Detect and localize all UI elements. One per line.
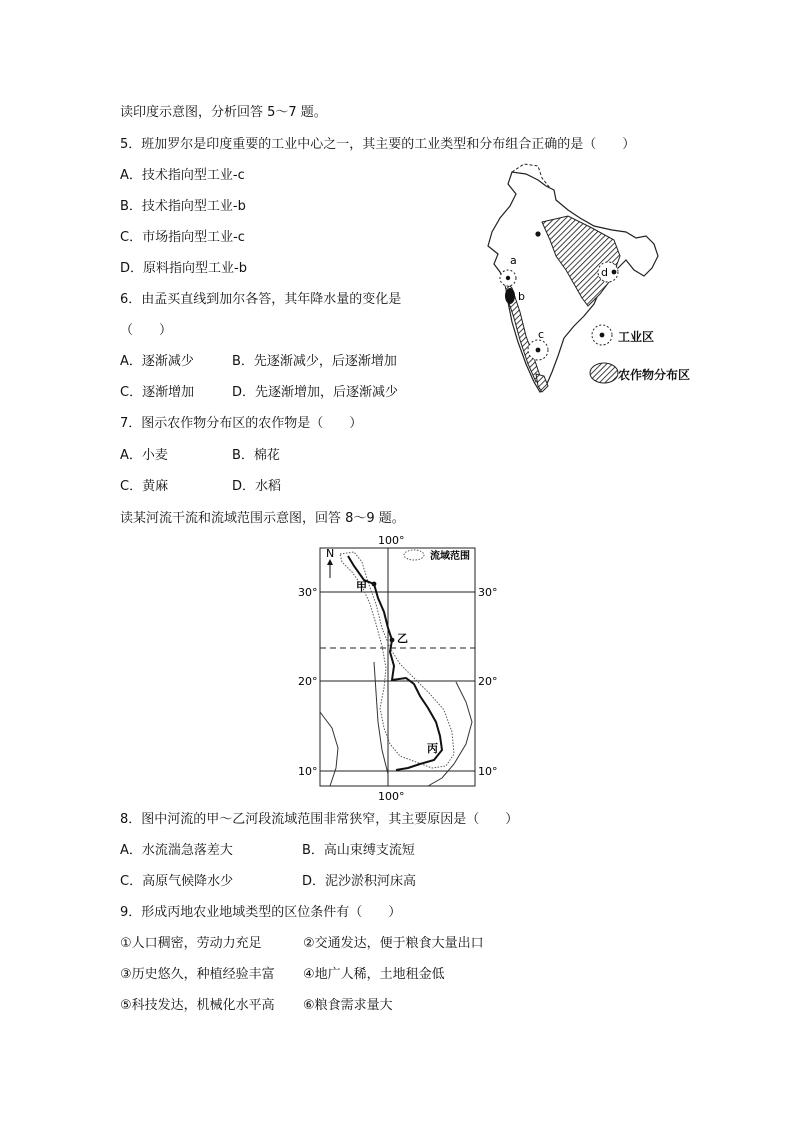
q7-stem: 7．图示农作物分布区的农作物是（ ） <box>120 416 363 431</box>
q6-option-a: A．逐渐减少 <box>120 354 194 369</box>
q8-option-b: B．高山束缚支流短 <box>302 843 415 858</box>
q6-option-b: B．先逐渐减少，后逐渐增加 <box>232 354 397 369</box>
lat10-right: 10° <box>478 765 498 778</box>
q9-item-1: ①人口稠密，劳动力充足 <box>120 936 262 951</box>
q6-option-d: D．先逐渐增加，后逐渐减少 <box>232 385 399 400</box>
north-label: N <box>326 547 335 560</box>
q6-answer-paren: （ ） <box>120 323 173 338</box>
point-jia <box>372 582 377 587</box>
basin-legend-label: 流域范围 <box>430 551 470 562</box>
label-jia: 甲 <box>356 580 367 593</box>
q7-option-b: B．棉花 <box>232 448 280 463</box>
q9-item-5: ⑤科技发达，机械化水平高 <box>120 998 275 1013</box>
industry-zone-b <box>505 288 515 304</box>
legend-crop-symbol <box>590 363 618 383</box>
label-bing: 丙 <box>427 742 438 755</box>
label-b: b <box>518 290 525 303</box>
river-map <box>296 532 506 804</box>
q5-option-b: B．技术指向型工业-b <box>120 199 246 214</box>
lon-bottom-label: 100° <box>378 790 405 803</box>
q5-option-a: A．技术指向型工业-c <box>120 168 245 183</box>
intro-river: 读某河流干流和流域范围示意图，回答 8～9 题。 <box>120 511 405 526</box>
q8-option-a: A．水流湍急落差大 <box>120 843 233 858</box>
q7-option-a: A．小麦 <box>120 448 168 463</box>
legend-crop-label: 农作物分布区 <box>618 368 691 382</box>
lon-top-label: 100° <box>378 534 405 547</box>
q5-stem: 5．班加罗尔是印度重要的工业中心之一，其主要的工业类型和分布组合正确的是（ ） <box>120 137 636 152</box>
lat20-left: 20° <box>298 675 318 688</box>
q8-stem: 8．图中河流的甲～乙河段流域范围非常狭窄，其主要原因是（ ） <box>120 812 519 827</box>
label-d: d <box>601 266 608 279</box>
q8-option-c: C．高原气候降水少 <box>120 874 234 889</box>
q5-option-c: C．市场指向型工业-c <box>120 230 245 245</box>
label-yi: 乙 <box>397 632 408 645</box>
map-frame <box>320 548 475 786</box>
intro-india: 读印度示意图，分析回答 5～7 题。 <box>120 105 327 120</box>
q9-item-6: ⑥粮食需求量大 <box>303 998 393 1013</box>
q9-stem: 9．形成丙地农业地域类型的区位条件有（ ） <box>120 905 402 920</box>
city-delhi <box>535 231 540 236</box>
legend-industry-label: 工业区 <box>618 330 655 344</box>
label-a: a <box>510 254 517 267</box>
q8-option-d: D．泥沙淤积河床高 <box>302 874 417 889</box>
lat20-right: 20° <box>478 675 498 688</box>
india-map <box>482 160 712 400</box>
q5-option-d: D．原料指向型工业-b <box>120 261 247 276</box>
label-c: c <box>538 328 545 341</box>
q7-option-d: D．水稻 <box>232 479 282 494</box>
lat30-left: 30° <box>298 586 318 599</box>
lat10-left: 10° <box>298 765 318 778</box>
q7-option-c: C．黄麻 <box>120 479 169 494</box>
q9-item-4: ④地广人稀，土地租金低 <box>303 967 445 982</box>
q6-stem: 6．由孟买直线到加尔各答，其年降水量的变化是 <box>120 292 402 307</box>
q6-option-c: C．逐渐增加 <box>120 385 195 400</box>
lat30-right: 30° <box>478 586 498 599</box>
q9-item-3: ③历史悠久，种植经验丰富 <box>120 967 275 982</box>
point-yi <box>390 638 395 643</box>
q9-item-2: ②交通发达，便于粮食大量出口 <box>303 936 484 951</box>
